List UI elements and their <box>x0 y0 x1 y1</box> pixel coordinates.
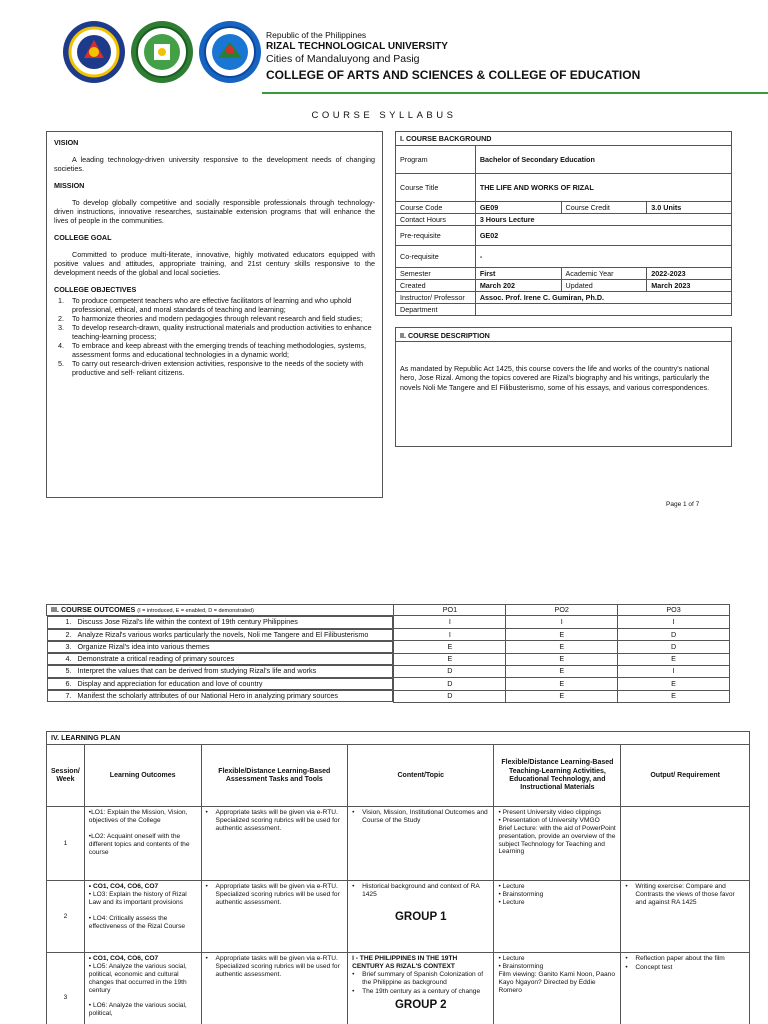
table-row: 7. Manifest the scholarly attributes of our National Hero in analyzing primary sources D E E <box>47 690 730 702</box>
learning-plan-heading: IV. LEARNING PLAN <box>47 732 750 745</box>
list-item: • CO1, CO4, CO6, CO7 <box>88 955 159 963</box>
table-row: 3. Organize Rizal's idea into various themes E E D <box>47 641 730 653</box>
list-item: • Appropriate tasks will be given via e-RTU. Specialized scoring rubrics will be used for authentic assessment. <box>205 809 340 833</box>
po3-header: PO3 <box>618 605 730 616</box>
course-title-value: THE LIFE AND WORKS OF RIZAL <box>475 174 731 202</box>
group-label: GROUP 1 <box>394 911 447 924</box>
list-item: •LO2: Acquaint oneself with the different topics and contents of the course <box>88 833 190 856</box>
list-item: 1. To produce competent teachers who are effective facilitators of learning and who uphold professional, ethical, and moral standards of teaching and learning; <box>58 296 352 314</box>
rtu-seal-logo <box>62 20 126 84</box>
course-description-heading: II. COURSE DESCRIPTION <box>396 328 731 342</box>
vision-mission-box <box>46 131 383 498</box>
learning-outcomes-header: Learning Outcomes <box>84 745 201 807</box>
college-name: COLLEGE OF ARTS AND SCIENCES & COLLEGE OF EDUCATION <box>266 68 641 83</box>
list-item: • Presentation of University VMGO <box>498 817 600 825</box>
mission-heading: MISSION <box>54 181 85 190</box>
semester-label: Semester <box>396 268 476 280</box>
course-credit-value: 3.0 Units <box>647 202 732 214</box>
outcomes-heading: III. COURSE OUTCOMES (I = introduced, E = enabled, D = demonstrated) <box>47 605 394 616</box>
list-item: • Appropriate tasks will be given via e-RTU. Specialized scoring rubrics will be used for authentic assessment. <box>205 955 340 979</box>
course-background-heading: I. COURSE BACKGROUND <box>396 132 732 146</box>
list-item: Film viewing: Ganito Kami Noon, Paano Kayo Ngayon? Directed by Eddie Romero <box>498 971 615 994</box>
list-item: • Vision, Mission, Institutional Outcomes and Course of the Study <box>352 809 488 825</box>
objectives-heading: COLLEGE OBJECTIVES <box>54 285 137 294</box>
republic-label: Republic of the Philippines <box>266 30 367 40</box>
semester-value: First <box>475 268 561 280</box>
list-item: • Brief summary of Spanish Colonization of the Philippine as background <box>352 971 484 986</box>
page-number: Page 1 of 7 <box>666 501 700 508</box>
list-item: • Brainstorming <box>498 963 544 971</box>
coreq-value: - <box>475 246 731 268</box>
course-code-value: GE09 <box>475 202 561 214</box>
contact-hours-value: 3 Hours Lecture <box>475 214 731 226</box>
list-item: • CO1, CO4, CO6, CO7 <box>88 883 159 891</box>
prereq-value: GE02 <box>475 226 731 246</box>
course-outcomes-table <box>46 604 730 703</box>
contact-hours-label: Contact Hours <box>396 214 476 226</box>
academic-year-value: 2022-2023 <box>647 268 732 280</box>
goal-text: Committed to produce multi-literate, innovative, highly motivated educators equipped with positive values and attitudes, appropriate training, and 21st century skills responsive to the development needs of the global and local societies. <box>54 250 375 277</box>
mission-text: To develop globally competitive and socially responsible professionals through technology-driven instructions, innovative researches, sustainable extension programs that will enhance the lives of people in the communities. <box>54 198 375 225</box>
instructor-value: Assoc. Prof. Irene C. Gumiran, Ph.D. <box>475 292 731 304</box>
list-item: • LO6: Analyze the various social, political, <box>88 1002 187 1018</box>
list-item: • Writing exercise: Compare and Contrasts the views of those favor and against RA 1425 <box>625 883 735 907</box>
vision-text: A leading technology-driven university responsive to the development needs of changing societies. <box>54 155 375 173</box>
program-label: Program <box>396 146 476 174</box>
updated-label: Updated <box>561 280 647 292</box>
college-education-logo <box>198 20 262 84</box>
academic-year-label: Academic Year <box>561 268 647 280</box>
coreq-label: Co-requisite <box>396 246 476 268</box>
list-item: 2. To harmonize theories and modern pedagogies through relevant research and field studies; <box>58 314 363 323</box>
list-item: • Brainstorming <box>498 891 544 899</box>
updated-value: March 2023 <box>647 280 732 292</box>
group-label: GROUP 2 <box>394 999 447 1012</box>
output-header: Output/ Requirement <box>621 745 750 807</box>
list-item: • Lecture <box>498 955 525 963</box>
list-item: • LO3: Explain the history of Rizal Law and its important provisions <box>88 891 187 907</box>
university-name: RIZAL TECHNOLOGICAL UNIVERSITY <box>266 40 448 52</box>
table-row: 3 • CO1, CO4, CO6, CO7 • LO5: Analyze the various social, political, economic and cultural changes that occurred in the 19th century • LO6: Analyze the various social, political, • Appropriate tasks will be given via e-RTU. Specialized scoring rubrics will be used for authentic assessment. I - THE PHILIPPINES IN THE 19TH CENTURY AS RIZAL'S CONTEXT • Brief summary of Spanish Colonization of the Philippine as background • The 19th century as a century of change GROUP 2 • Lecture • Brainstorming Film viewing: Ganito Kami Noon, Paano Kayo Ngayon? Directed by Eddie Romero • Reflection paper about the film • Concept test <box>47 953 750 1024</box>
list-item: • Historical background and context of RA 1425 <box>352 883 480 899</box>
instructor-label: Instructor/ Professor <box>396 292 476 304</box>
prereq-label: Pre-requisite <box>396 226 476 246</box>
created-value: March 202 <box>475 280 561 292</box>
department-label: Department <box>396 304 476 316</box>
table-row: 4. Demonstrate a critical reading of primary sources E E E <box>47 653 730 665</box>
list-item: • LO4: Critically assess the effectiveness of the Rizal Course <box>88 914 186 930</box>
table-row: 2. Analyze Rizal's various works particularly the novels, Noli me Tangere and El Filibusterismo I E D <box>47 629 730 641</box>
po1-header: PO1 <box>394 605 506 616</box>
content-header: Content/Topic <box>348 745 494 807</box>
learning-plan-table <box>46 731 750 1024</box>
list-item: • Appropriate tasks will be given via e-RTU. Specialized scoring rubrics will be used for authentic assessment. <box>205 883 340 907</box>
course-description-text: As mandated by Republic Act 1425, this course covers the life and works of the country's national hero, Jose Rizal. Among the topics covered are Rizal's biography and his writings, particularly the novels Noli Me Tangere and El Filibusterismo, some of his essays, and various correspondences. <box>400 364 710 392</box>
activities-header: Flexible/Distance Learning-Based Teaching-Learning Activities, Educational Technology, and Instructional Materials <box>494 745 621 807</box>
header-text <box>266 30 640 83</box>
objectives-list <box>58 296 375 377</box>
college-arts-sciences-logo <box>130 20 194 84</box>
created-label: Created <box>396 280 476 292</box>
list-item: •LO1: Explain the Mission, Vision, objectives of the College <box>88 809 188 825</box>
po2-header: PO2 <box>506 605 618 616</box>
department-value <box>475 304 731 316</box>
vision-heading: VISION <box>54 138 79 147</box>
table-row: 6. Display and appreciation for education and love of country D E E <box>47 678 730 690</box>
list-item: Brief Lecture: with the aid of PowerPoint presentation, provide an overview of the subject Technology for Teaching and Learning <box>498 825 616 856</box>
list-item: 5. To carry out research-driven extension activities, responsive to the needs of the society with productive and self- reliant citizens. <box>58 359 364 377</box>
list-item: • LO5: Analyze the various social, political, economic and cultural changes that occurred in the 19th century <box>88 963 187 994</box>
outcomes-note: (I = introduced, E = enabled, D = demonstrated) <box>137 608 254 614</box>
session-header: Session/ Week <box>47 745 85 807</box>
assessment-header: Flexible/Distance Learning-Based Assessment Tasks and Tools <box>201 745 348 807</box>
page-title: COURSE SYLLABUS <box>311 110 457 121</box>
table-row: 1. Discuss Jose Rizal's life within the context of 19th century Philippines I I I <box>47 616 730 629</box>
course-code-label: Course Code <box>396 202 476 214</box>
goal-heading: COLLEGE GOAL <box>54 233 112 242</box>
list-item: 3. To develop research-drawn, quality instructional materials and production activities to enhance teaching-learning process; <box>58 323 372 341</box>
course-credit-label: Course Credit <box>561 202 647 214</box>
course-background-table <box>395 131 732 316</box>
list-item: • Present University video clippings <box>498 809 602 817</box>
course-title-label: Course Title <box>396 174 476 202</box>
cities-label: Cities of Mandaluyong and Pasig <box>266 53 420 66</box>
course-description-box <box>395 327 732 447</box>
list-item: 4. To embrace and keep abreast with the emerging trends of teaching methodologies, systems, assessment forms and educational technologies in a dynamic world; <box>58 341 367 359</box>
table-row: 1 •LO1: Explain the Mission, Vision, objectives of the College •LO2: Acquaint oneself with the different topics and contents of the course • Appropriate tasks will be given via e-RTU. Specialized scoring rubrics will be used for authentic assessment. • Vision, Mission, Institutional Outcomes and Course of the Study • Present University video clippings • Presentation of University VMGO Brief Lecture: with the aid of PowerPoint presentation, provide an overview of the subject Technology for Teaching and Learning <box>47 807 750 881</box>
list-item: • Reflection paper about the film <box>625 955 725 963</box>
content-heading: I - THE PHILIPPINES IN THE 19TH CENTURY AS RIZAL'S CONTEXT <box>352 955 458 971</box>
list-item: • Concept test <box>625 964 673 972</box>
program-value: Bachelor of Secondary Education <box>475 146 731 174</box>
table-row: 2 • CO1, CO4, CO6, CO7 • LO3: Explain the history of Rizal Law and its important provisions • LO4: Critically assess the effectiveness of the Rizal Course • Appropriate tasks will be given via e-RTU. Specialized scoring rubrics will be used for authentic assessment. • Historical background and context of RA 1425 GROUP 1 • Lecture • Brainstorming • Lecture • Writing exercise: Compare and Contrasts the views of those favor and against RA 1425 <box>47 881 750 953</box>
header-divider <box>262 92 768 94</box>
list-item: • Lecture <box>498 899 525 907</box>
table-row: 5. Interpret the values that can be derived from studying Rizal's life and works D E I <box>47 665 730 677</box>
list-item: • Lecture <box>498 883 525 891</box>
list-item: • The 19th century as a century of change <box>352 987 481 995</box>
